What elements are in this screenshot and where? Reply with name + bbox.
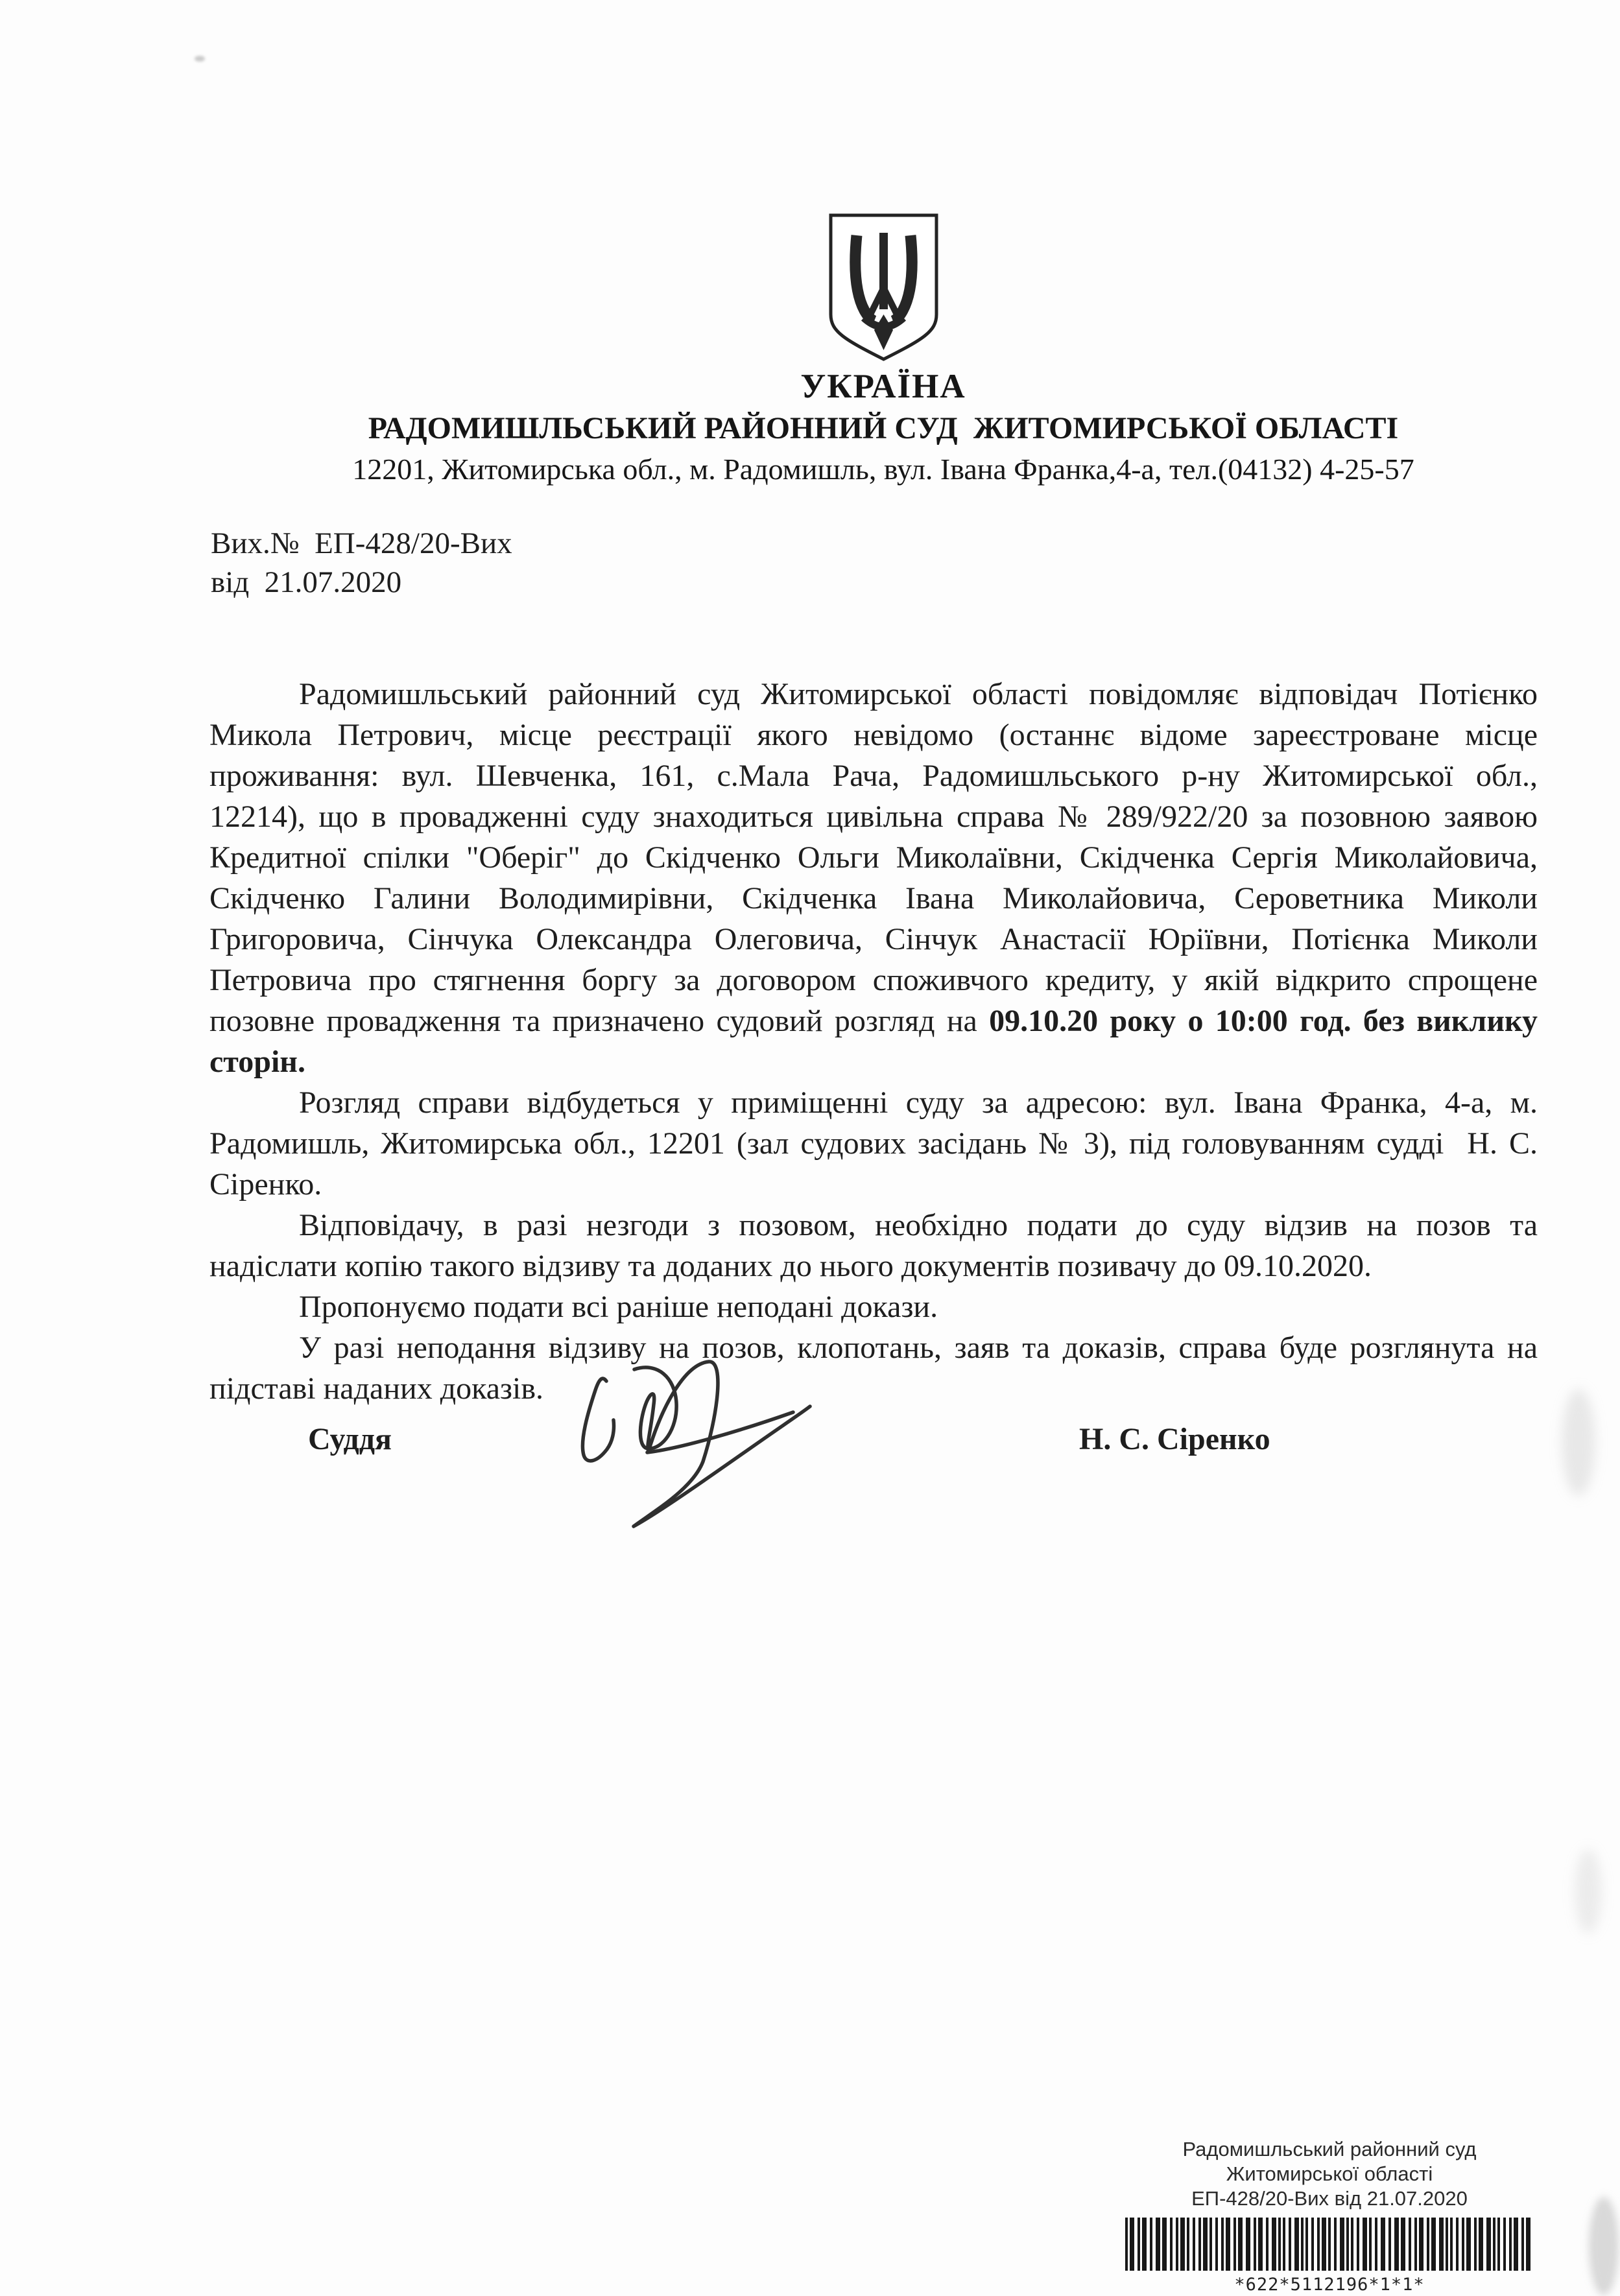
registration-stamp	[1077, 2137, 1582, 2295]
outgoing-date: від 21.07.2020	[211, 565, 402, 599]
reference-block	[211, 524, 512, 602]
body-line: Микола Петрович, місце реєстрації якого невідомо (останнє відоме зареєстроване місце	[209, 718, 1538, 752]
judge-label: Суддя	[308, 1422, 392, 1456]
court-address: 12201, Житомирська обл., м. Радомишль, вул. Івана Франка,4-а, тел.(04132) 4-25-57	[352, 453, 1414, 486]
stamp-court-name: Радомишльський районний суд	[1182, 2138, 1477, 2160]
scan-smudge	[1562, 1389, 1595, 1496]
judge-name: Н. С. Сіренко	[1079, 1422, 1270, 1456]
body-line: Відповідачу, в разі незгоди з позовом, необхідно подати до суду відзив на позов та	[299, 1208, 1538, 1242]
body-line: Радомишльський районний суд Житомирської області повідомляє відповідач Потієнко	[299, 677, 1538, 711]
stamp-doc-ref: ЕП-428/20-Вих від 21.07.2020	[1191, 2187, 1468, 2210]
barcode	[1101, 2218, 1558, 2271]
body-line: проживання: вул. Шевченка, 161, с.Мала Рача, Радомишльського р-ну Житомирської обл.,	[209, 759, 1538, 793]
ukraine-trident-emblem-icon	[827, 212, 940, 362]
body-line: Григоровича, Сінчука Олександра Олеговича, Сінчук Анастасії Юріївни, Потієнка Миколи	[209, 922, 1538, 956]
country-name: УКРАЇНА	[800, 368, 966, 405]
body-line: Петровича про стягнення боргу за договором споживчого кредиту, у якій відкрито спрощене	[209, 963, 1538, 997]
body-line: Радомишль, Житомирська обл., 12201 (зал судових засідань № 3), під головуванням судді Н. С.	[209, 1126, 1538, 1161]
handwritten-signature-icon	[569, 1353, 819, 1537]
body-line: підставі наданих доказів.	[209, 1371, 543, 1406]
body-line: У разі неподання відзиву на позов, клопотань, заяв та доказів, справа буде розглянута на	[299, 1331, 1538, 1365]
body-line: надіслати копію такого відзиву та доданих до нього документів позивачу до 09.10.2020.	[209, 1249, 1372, 1283]
scan-speck	[195, 56, 205, 62]
body-line: Кредитної спілки "Оберіг" до Скідченко Ольги Миколаївни, Скідченка Сергія Миколайовича,	[209, 840, 1538, 875]
barcode-value: *622*5112196*1*1*	[1234, 2275, 1425, 2295]
body-line: 12214), що в провадженні суду знаходиться цивільна справа № 289/922/20 за позовною заявою	[209, 799, 1538, 834]
court-name: РАДОМИШЛЬСЬКИЙ РАЙОННИЙ СУД ЖИТОМИРСЬКОЇ ОБЛАСТІ	[368, 411, 1399, 445]
outgoing-number: Вих.№ ЕП-428/20-Вих	[211, 527, 512, 560]
body-line: Пропонуємо подати всі раніше неподані докази.	[299, 1290, 938, 1324]
body-text	[209, 674, 1538, 1409]
body-line: Розгляд справи відбудеться у приміщенні суду за адресою: вул. Івана Франка, 4-а, м.	[299, 1085, 1538, 1120]
letterhead	[197, 212, 1569, 488]
body-line: Скідченко Галини Володимирівни, Скідченка Івана Миколайовича, Сероветника Миколи	[209, 881, 1538, 916]
body-line: позовне провадження та призначено судовий розгляд на 09.10.20 року о 10:00 год. без виклику	[209, 1004, 1538, 1038]
body-line: Сіренко.	[209, 1167, 322, 1201]
body-line: сторін.	[209, 1045, 305, 1079]
scan-smudge	[1575, 1849, 1602, 1934]
stamp-court-region: Житомирської області	[1226, 2162, 1433, 2185]
scan-smudge	[1589, 2197, 1619, 2295]
